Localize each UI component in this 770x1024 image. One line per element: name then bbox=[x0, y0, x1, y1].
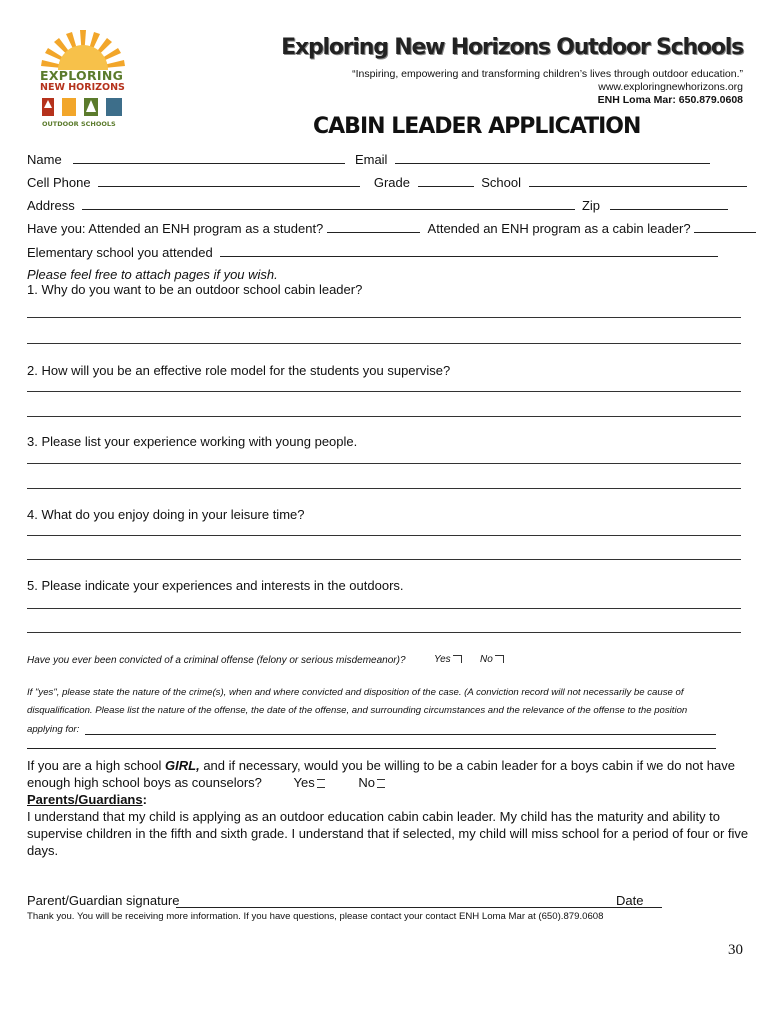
criminal-explain-1: If "yes", please state the nature of the crime(s), when and where convicted and disposition of the case. (A conviction record will not necessarily be cause of bbox=[27, 687, 684, 698]
tagline: “Inspiring, empowering and transforming children’s lives through outdoor education.” bbox=[352, 68, 743, 80]
answer-line-5a[interactable] bbox=[27, 608, 741, 609]
girls-emphasis: GIRL, bbox=[165, 758, 200, 773]
answer-line-4a[interactable] bbox=[27, 535, 741, 536]
zip-label: Zip bbox=[581, 198, 601, 213]
zip-field[interactable] bbox=[610, 197, 728, 210]
answer-line-4b[interactable] bbox=[27, 559, 741, 560]
checkbox-icon[interactable] bbox=[317, 779, 325, 788]
signature-field[interactable] bbox=[176, 907, 616, 908]
parents-statement-1: I understand that my child is applying as an outdoor education cabin cabin leader. My child has the maturity and ability to bbox=[27, 809, 721, 824]
criminal-explain-field-2[interactable] bbox=[27, 748, 716, 749]
question-5: 5. Please indicate your experiences and interests in the outdoors. bbox=[27, 578, 404, 593]
school-label: School bbox=[481, 175, 521, 190]
school-field[interactable] bbox=[529, 174, 747, 187]
attended-row bbox=[27, 220, 756, 237]
name-row bbox=[27, 151, 710, 168]
signature-label: Parent/Guardian signature bbox=[27, 893, 180, 908]
attended-student-label: Have you: Attended an ENH program as a student? bbox=[27, 221, 324, 236]
grade-field[interactable] bbox=[418, 174, 474, 187]
criminal-no-option[interactable] bbox=[480, 653, 504, 666]
checkbox-icon[interactable] bbox=[495, 655, 504, 663]
parents-heading bbox=[27, 792, 147, 808]
date-label: Date bbox=[616, 893, 644, 908]
address-row bbox=[27, 197, 728, 214]
website: www.exploringnewhorizons.org bbox=[598, 81, 743, 93]
answer-line-2b[interactable] bbox=[27, 416, 741, 417]
parents-heading-colon: : bbox=[142, 792, 147, 807]
girls-question-text-cont: and if necessary, would you be willing to be a cabin leader for a boys cabin if we do not have bbox=[199, 758, 735, 773]
elementary-label: Elementary school you attended bbox=[27, 245, 213, 260]
girls-question-line1 bbox=[27, 758, 735, 774]
cell-phone-field[interactable] bbox=[98, 174, 360, 187]
answer-line-1b[interactable] bbox=[27, 343, 741, 344]
cell-phone-label: Cell Phone bbox=[27, 175, 91, 190]
grade-label: Grade bbox=[373, 175, 410, 190]
attended-leader-label: Attended an ENH program as a cabin leader? bbox=[427, 221, 691, 236]
elementary-row bbox=[27, 244, 718, 261]
question-3: 3. Please list your experience working with young people. bbox=[27, 434, 358, 449]
answer-line-2a[interactable] bbox=[27, 391, 741, 392]
thank-you-note: Thank you. You will be receiving more information. If you have questions, please contact your contact ENH Loma Mar at (650).879.0608 bbox=[27, 911, 604, 922]
checkbox-icon[interactable] bbox=[377, 779, 385, 788]
email-label: Email bbox=[354, 152, 388, 167]
checkbox-icon[interactable] bbox=[453, 655, 462, 663]
tree-deer-icon bbox=[40, 96, 126, 118]
criminal-explain-3: applying for: bbox=[27, 724, 80, 735]
page-title: CABIN LEADER APPLICATION bbox=[313, 114, 641, 139]
contact-phone: ENH Loma Mar: 650.879.0608 bbox=[597, 94, 743, 106]
org-name-heading: Exploring New Horizons Outdoor Schools bbox=[281, 35, 743, 60]
criminal-yes-option[interactable] bbox=[434, 653, 462, 666]
phone-row bbox=[27, 174, 747, 191]
logo-line-exploring: EXPLORING bbox=[40, 68, 124, 83]
answer-line-1a[interactable] bbox=[27, 317, 741, 318]
address-field[interactable] bbox=[82, 197, 575, 210]
girls-no-label: No bbox=[358, 775, 375, 790]
parents-statement-3: days. bbox=[27, 843, 59, 858]
girls-question-line2 bbox=[27, 775, 385, 791]
girls-yes-label: Yes bbox=[293, 775, 315, 790]
answer-line-5b[interactable] bbox=[27, 632, 741, 633]
page-number: 30 bbox=[728, 942, 743, 958]
parents-heading-text: Parents/Guardians bbox=[27, 792, 143, 807]
name-field[interactable] bbox=[73, 151, 345, 164]
email-field[interactable] bbox=[395, 151, 710, 164]
answer-line-3a[interactable] bbox=[27, 463, 741, 464]
signature-row bbox=[27, 893, 179, 909]
enh-logo bbox=[36, 26, 130, 130]
date-field[interactable] bbox=[616, 907, 662, 908]
name-label: Name bbox=[27, 152, 62, 167]
criminal-yes-label: Yes bbox=[434, 654, 451, 665]
logo-line-new-horizons: NEW HORIZONS bbox=[40, 82, 125, 93]
parents-statement-2: supervise children in the fifth and sixth grade. I understand that if selected, my child will miss school for a period of four or five bbox=[27, 826, 749, 841]
criminal-no-label: No bbox=[480, 654, 493, 665]
logo-line-outdoor-schools: OUTDOOR SCHOOLS bbox=[42, 120, 116, 128]
question-1: 1. Why do you want to be an outdoor school cabin leader? bbox=[27, 282, 363, 297]
address-label: Address bbox=[27, 198, 75, 213]
question-4: 4. What do you enjoy doing in your leisure time? bbox=[27, 507, 305, 522]
criminal-explain-field[interactable] bbox=[85, 734, 716, 735]
girls-question-text: If you are a high school bbox=[27, 758, 166, 773]
criminal-question: Have you ever been convicted of a criminal offense (felony or serious misdemeanor)? bbox=[27, 655, 406, 666]
girls-question-text-2: enough high school boys as counselors? bbox=[27, 775, 262, 790]
question-2: 2. How will you be an effective role model for the students you supervise? bbox=[27, 363, 451, 378]
attended-leader-field[interactable] bbox=[694, 220, 756, 233]
attach-note: Please feel free to attach pages if you wish. bbox=[27, 267, 278, 282]
answer-line-3b[interactable] bbox=[27, 488, 741, 489]
girls-no-option[interactable] bbox=[358, 775, 385, 790]
criminal-explain-2: disqualification. Please list the nature of the offense, the date of the offense, and surrounding circumstances and the relevance of the offense to the position bbox=[27, 705, 688, 716]
attended-student-field[interactable] bbox=[327, 220, 420, 233]
girls-yes-option[interactable] bbox=[294, 775, 325, 790]
elementary-field[interactable] bbox=[220, 244, 718, 257]
